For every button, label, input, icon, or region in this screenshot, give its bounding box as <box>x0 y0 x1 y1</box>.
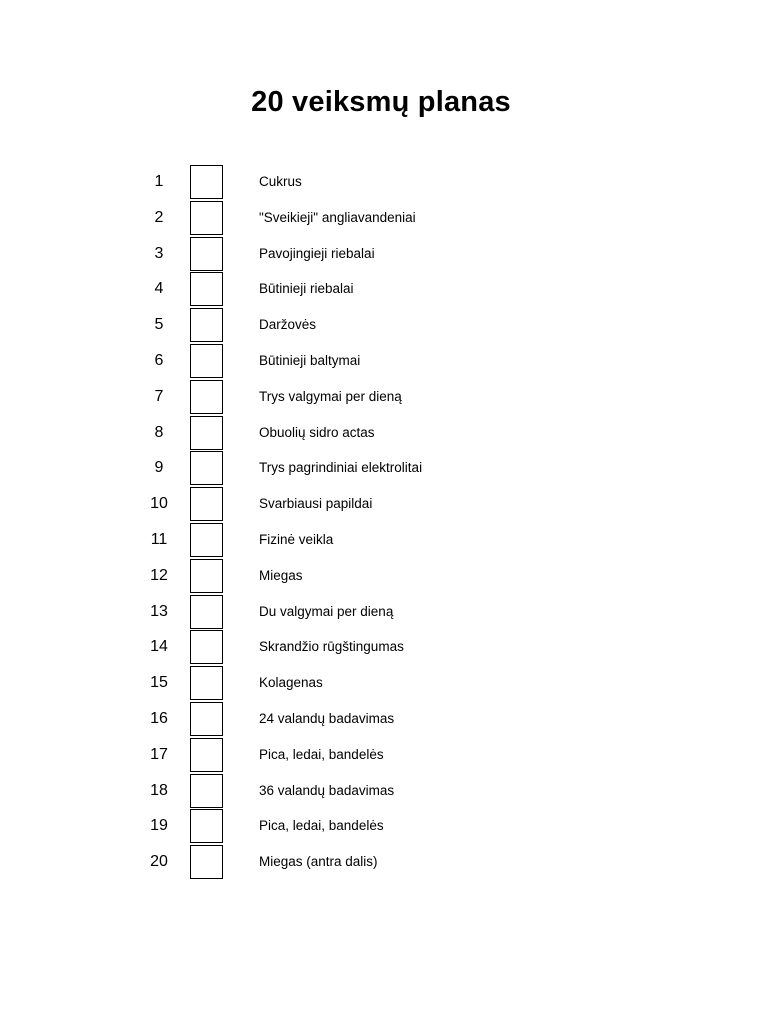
checklist <box>0 165 768 881</box>
checkbox[interactable] <box>190 559 223 593</box>
item-label: "Sveikieji" angliavandeniai <box>259 209 416 225</box>
list-item <box>0 272 768 308</box>
item-number: 7 <box>154 387 164 405</box>
item-label: Pica, ledai, bandelės <box>259 818 384 834</box>
item-label: 36 valandų badavimas <box>259 782 395 798</box>
checkbox[interactable] <box>190 451 223 485</box>
checkbox[interactable] <box>190 630 223 664</box>
item-label: Trys valgymai per dieną <box>259 388 402 404</box>
list-item <box>0 308 768 344</box>
item-label: Daržovės <box>259 317 317 333</box>
list-item <box>0 774 768 810</box>
item-label: Cukrus <box>259 174 302 189</box>
item-label: Svarbiausi papildai <box>259 496 373 512</box>
list-item <box>0 666 768 702</box>
list-item <box>0 451 768 487</box>
item-label: Fizinė veikla <box>259 531 334 547</box>
list-item <box>0 487 768 523</box>
item-number: 16 <box>150 709 168 727</box>
item-number: 5 <box>154 316 164 334</box>
item-number: 14 <box>150 638 168 656</box>
item-number: 19 <box>150 817 168 835</box>
list-item <box>0 630 768 666</box>
item-number: 8 <box>154 423 164 441</box>
list-item <box>0 559 768 595</box>
list-item <box>0 523 768 559</box>
checkbox[interactable] <box>190 487 223 521</box>
list-item <box>0 201 768 237</box>
list-item <box>0 165 768 201</box>
checkbox[interactable] <box>190 702 223 736</box>
list-item <box>0 702 768 738</box>
list-item <box>0 809 768 845</box>
item-number: 4 <box>154 280 164 298</box>
list-item <box>0 344 768 380</box>
checkbox[interactable] <box>190 523 223 557</box>
item-number: 10 <box>150 495 168 513</box>
list-item <box>0 738 768 774</box>
item-label: Pica, ledai, bandelės <box>259 746 384 762</box>
list-item <box>0 380 768 416</box>
item-number: 18 <box>150 781 168 799</box>
item-number: 1 <box>154 173 164 190</box>
item-number: 17 <box>150 745 168 763</box>
page-title: 20 veiksmų planas <box>251 86 511 118</box>
checkbox[interactable] <box>190 774 223 808</box>
item-number: 2 <box>154 208 164 226</box>
item-label: Skrandžio rūgštingumas <box>259 639 404 655</box>
list-item <box>0 237 768 273</box>
checkbox[interactable] <box>190 344 223 378</box>
item-number: 9 <box>154 459 164 477</box>
item-label: Miegas (antra dalis) <box>259 854 378 870</box>
item-number: 12 <box>150 566 168 584</box>
item-number: 13 <box>150 602 168 620</box>
checkbox[interactable] <box>190 738 223 772</box>
item-label: Obuolių sidro actas <box>259 424 375 440</box>
checkbox[interactable] <box>190 666 223 700</box>
item-number: 11 <box>150 530 168 548</box>
checkbox[interactable] <box>190 845 223 879</box>
item-number: 6 <box>154 351 164 369</box>
item-label: Būtinieji baltymai <box>259 352 361 368</box>
item-number: 20 <box>150 853 168 871</box>
checkbox[interactable] <box>190 201 223 235</box>
list-item <box>0 595 768 631</box>
item-label: 24 valandų badavimas <box>259 710 395 726</box>
checkbox[interactable] <box>190 380 223 414</box>
list-item <box>0 416 768 452</box>
item-label: Trys pagrindiniai elektrolitai <box>259 460 423 476</box>
item-number: 3 <box>154 244 164 262</box>
item-label: Miegas <box>259 567 303 583</box>
checkbox[interactable] <box>190 165 223 199</box>
checkbox[interactable] <box>190 237 223 271</box>
item-label: Pavojingieji riebalai <box>259 245 375 261</box>
item-number: 15 <box>150 674 168 692</box>
checkbox[interactable] <box>190 272 223 306</box>
checkbox[interactable] <box>190 595 223 629</box>
checkbox[interactable] <box>190 809 223 843</box>
item-label: Kolagenas <box>259 675 323 691</box>
item-label: Būtinieji riebalai <box>259 281 354 297</box>
item-label: Du valgymai per dieną <box>259 603 394 619</box>
checkbox[interactable] <box>190 416 223 450</box>
checkbox[interactable] <box>190 308 223 342</box>
list-item <box>0 845 768 881</box>
